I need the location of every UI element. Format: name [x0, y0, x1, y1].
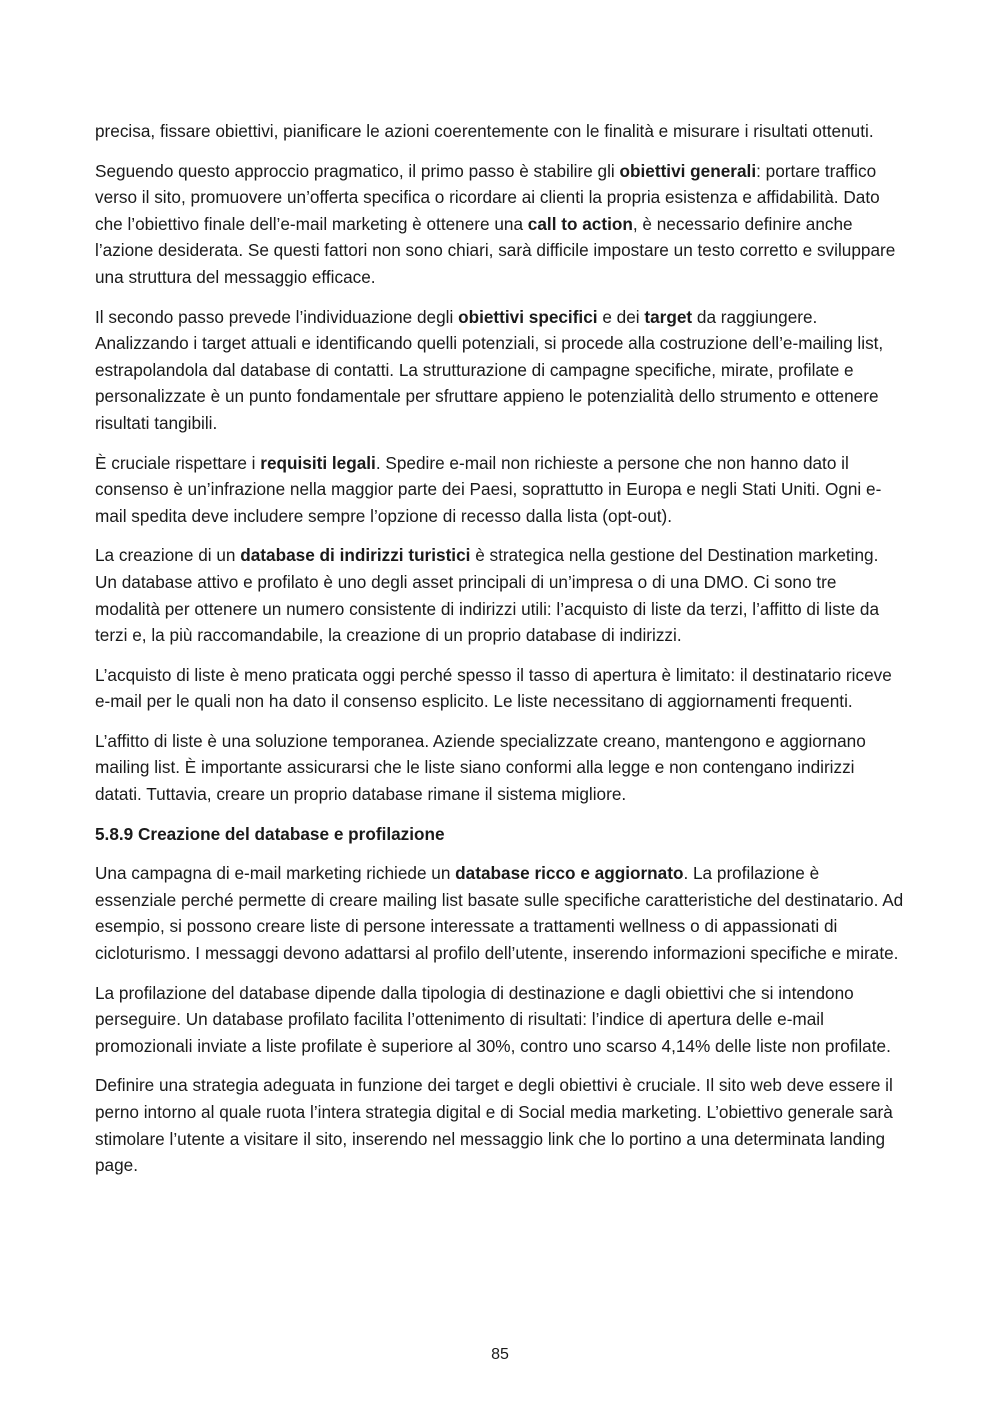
paragraph [95, 450, 905, 530]
bold-term: call to action [527, 213, 633, 234]
paragraph [95, 158, 905, 291]
paragraph-text: . Spedire e-mail non richieste a persone che non hanno dato il consenso è un’infrazione nella maggior parte dei Paesi, soprattutto in Europa e negli Stati Uniti. Ogni e-mail spedita deve includere sempre l’opzione di recesso dalla lista (opt-out). [95, 452, 882, 526]
paragraph-text: L’affitto di liste è una soluzione temporanea. Aziende specializzate creano, mantengono e aggiornano mailing list. È importante assicurarsi che le liste siano conformi alla legge e non contengano indirizzi datati. Tuttavia, creare un proprio database rimane il sistema migliore. [95, 730, 866, 805]
paragraph-text: : portare traffico verso il sito, promuovere un’offerta specifica o ricordare ai clienti la propria esistenza e affidabilità. Dato che l’obiettivo finale dell’e-mail marketing è ottenere una [95, 160, 880, 234]
paragraph-text: L’acquisto di liste è meno praticata oggi perché spesso il tasso di apertura è limitato: il destinatario riceve e-mail per le quali non ha dato il consenso esplicito. Le liste necessitano di aggiornamenti frequenti. [95, 664, 892, 712]
paragraph-text: , è necessario definire anche l’azione desiderata. Se questi fattori non sono chiari, sarà difficile impostare un testo corretto e sviluppare una struttura del messaggio efficace. [95, 213, 896, 287]
paragraph [95, 304, 905, 437]
paragraph [95, 542, 905, 648]
paragraph-text: è strategica nella gestione del Destination marketing. Un database attivo e profilato è uno degli asset principali di un’impresa o di una DMO. Ci sono tre modalità per ottenere un numero consistente di indirizzi utili: l’acquisto di liste da terzi, l’affitto di liste da terzi e, la più raccomandabile, la creazione di un proprio database di indirizzi. [95, 545, 880, 646]
bold-term: database ricco e aggiornato [455, 863, 684, 884]
paragraph-text: . La profilazione è essenziale perché permette di creare mailing list basate sulle specifiche caratteristiche del destinatario. Ad esempio, si possono creare liste di persone interessate a trattamenti wellness o di appassionati di cicloturismo. I messaggi devono adattarsi al profilo dell’utente, inserendo informazioni specifiche e mirate. [95, 863, 904, 964]
page-number: 85 [491, 1346, 509, 1363]
paragraph-text: precisa, fissare obiettivi, pianificare le azioni coerentemente con le finalità e misurare i risultati ottenuti. [95, 121, 874, 141]
paragraph-text: Una campagna di e-mail marketing richiede un [95, 863, 456, 884]
section-heading: 5.8.9 Creazione del database e profilazione [95, 823, 445, 844]
paragraph-text: Seguendo questo approccio pragmatico, il primo passo è stabilire gli [95, 160, 620, 181]
paragraph-text: Definire una strategia adeguata in funzione dei target e degli obiettivi è cruciale. Il sito web deve essere il perno intorno al quale ruota l’intera strategia digital e di Social media marketing. L’obiettivo generale sarà stimolare l’utente a visitare il sito, inserendo nel messaggio link che lo portino a una determinata landing page. [95, 1075, 893, 1176]
paragraph-text: È cruciale rispettare i [95, 452, 261, 473]
bold-term: obiettivi specifici [458, 306, 598, 327]
paragraph-text: La profilazione del database dipende dalla tipologia di destinazione e dagli obiettivi che si intendono perseguire. Un database profilato facilita l’ottenimento di risultati: l’indice di apertura delle e-mail promozionali inviate a liste profilate è superiore al 30%, contro uno scarso 4,14% delle liste non profilate. [95, 982, 891, 1056]
paragraph [95, 980, 905, 1060]
paragraph [95, 662, 905, 715]
paragraph [95, 860, 905, 966]
bold-term: obiettivi generali [619, 160, 757, 181]
paragraph-text: e dei [597, 306, 645, 327]
document-body [95, 118, 905, 1192]
bold-term: target [644, 306, 693, 327]
paragraph [95, 118, 905, 145]
paragraph-text: da raggiungere. Analizzando i target attuali e identificando quelli potenziali, si procede alla costruzione dell’e-mailing list, estrapolandola dal database di contatti. La strutturazione di campagne specifiche, mirate, profilate e personalizzate è un punto fondamentale per sfruttare appieno le potenzialità dello strumento e ottenere risultati tangibili. [95, 306, 884, 433]
paragraph [95, 1072, 905, 1178]
paragraph-text: Il secondo passo prevede l’individuazione degli [95, 306, 459, 327]
paragraph-text: La creazione di un [95, 545, 241, 566]
paragraph [95, 728, 905, 808]
bold-term: requisiti legali [260, 452, 376, 473]
bold-term: database di indirizzi turistici [240, 545, 471, 566]
